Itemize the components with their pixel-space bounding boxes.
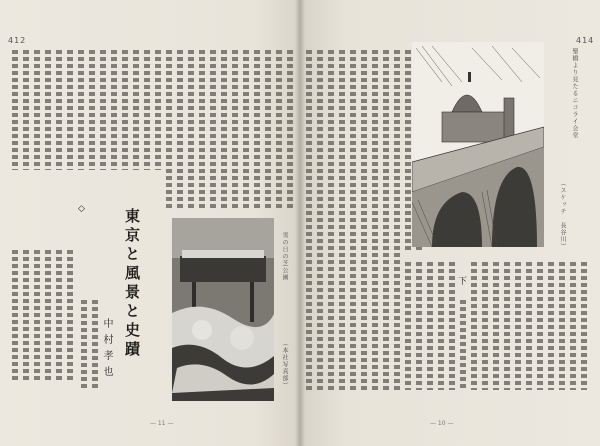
text-column: [67, 250, 73, 380]
text-column: [317, 50, 323, 390]
text-column: [122, 50, 128, 170]
text-column: [232, 50, 238, 208]
text-column: [243, 50, 249, 208]
text-column: [254, 50, 260, 208]
article-author: 中村孝也: [101, 318, 112, 382]
photo-credit: （本社写真部）: [281, 340, 288, 389]
text-column: [199, 50, 205, 208]
text-column: [12, 250, 18, 380]
text-column: [559, 262, 565, 390]
text-column: [504, 262, 510, 390]
page-footer-left: — 11 —: [150, 420, 174, 427]
text-column: [482, 262, 488, 390]
text-column: [515, 262, 521, 390]
text-column: [166, 50, 172, 208]
text-column: [361, 50, 367, 390]
text-column: [177, 50, 183, 208]
text-column: [493, 262, 499, 390]
text-column: [394, 50, 400, 390]
text-column: [526, 262, 532, 390]
text-column: [328, 50, 334, 390]
text-column: [471, 262, 477, 390]
page-footer-right: — 10 —: [430, 420, 454, 427]
text-column: [405, 262, 411, 390]
text-column: [92, 300, 98, 390]
text-column: [34, 50, 40, 170]
article-title: 東京と風景と史蹟: [123, 208, 141, 360]
book-gutter: [295, 0, 305, 446]
text-column: [133, 50, 139, 170]
text-column: [221, 50, 227, 208]
text-column: [276, 50, 282, 208]
text-column: [67, 50, 73, 170]
text-column: [56, 250, 62, 380]
text-column: [144, 50, 150, 170]
text-column: [537, 262, 543, 390]
sketch-image: [412, 42, 544, 247]
text-column: [89, 50, 95, 170]
text-column: [100, 50, 106, 170]
text-column: [405, 50, 411, 250]
text-column: [372, 50, 378, 390]
text-column: [188, 50, 194, 208]
text-column: [23, 50, 29, 170]
text-column: [45, 50, 51, 170]
photo-caption: 雪の日の芝公園: [281, 232, 288, 281]
text-column: [427, 262, 433, 390]
sketch-caption: 聖橋より見たるニコライ会堂: [571, 48, 578, 139]
text-column: [265, 50, 271, 208]
text-column: [45, 250, 51, 380]
sketch-credit: （スケッチ 長谷川）: [559, 180, 566, 250]
text-column: [460, 300, 466, 390]
text-column: [383, 50, 389, 390]
text-column: [449, 262, 455, 390]
text-column: [34, 250, 40, 380]
text-column: [339, 50, 345, 390]
text-column: [12, 50, 18, 170]
text-column: [111, 50, 117, 170]
text-column: [81, 300, 87, 390]
text-column: [350, 50, 356, 390]
text-column: [570, 262, 576, 390]
text-column: [56, 50, 62, 170]
right-page: [300, 0, 600, 446]
text-column: [78, 50, 84, 170]
text-column: [210, 50, 216, 208]
page-number-left: 412: [8, 36, 27, 45]
cathedral-bridge-sketch: [412, 42, 544, 247]
text-column: [581, 262, 587, 390]
section-ornament: ◇: [78, 204, 85, 214]
page-number-right: 414: [576, 36, 595, 45]
text-column: [23, 250, 29, 380]
text-column: [155, 50, 161, 170]
text-column: [287, 50, 293, 208]
text-column: [438, 262, 444, 390]
text-column: [306, 50, 312, 390]
text-column: [416, 262, 422, 390]
text-column: [548, 262, 554, 390]
snow-park-photo: [172, 218, 274, 401]
section-heading: 下: [458, 277, 468, 287]
photo-image: [172, 218, 274, 401]
